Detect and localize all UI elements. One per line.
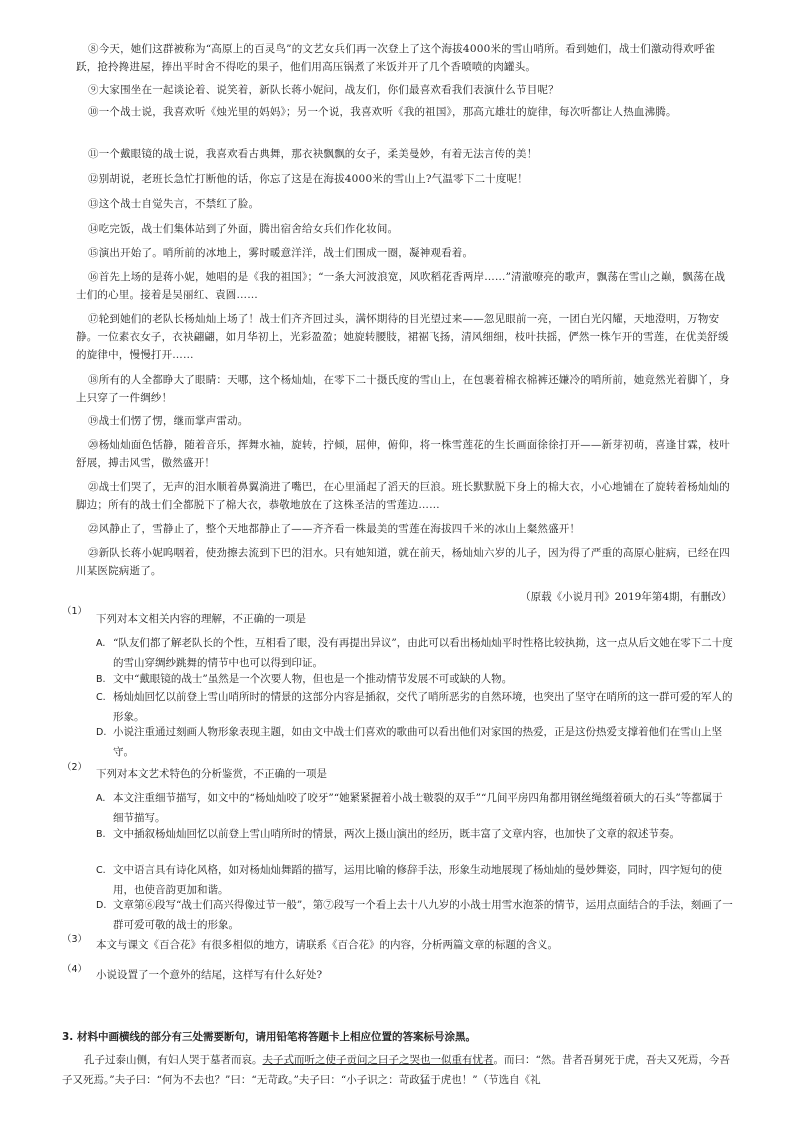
option-letter: D.	[96, 900, 107, 911]
option-b[interactable]	[96, 825, 733, 845]
question-number: （2）	[62, 762, 88, 773]
paragraph-11: ⑪一个戴眼镜的战士说，我喜欢看古典舞，那衣袂飘飘的女子，柔美曼妙，有着无法言传的美！	[88, 148, 538, 160]
paragraph-8: ⑧今天，她们这群被称为“高原上的百灵鸟”的文艺女兵们再一次登上了这个海拔4000米的雪山哨所。看到她们，战士们激动得欢呼雀跃，抢拎搀进屋，捧出平时舍不得吃的果子，他们用高压锅煮了米饭并开了几个香喷喷的肉罐头。	[76, 43, 716, 73]
question-number: （3）	[62, 934, 88, 945]
paragraph-12: ⑫别胡说，老班长急忙打断他的话，你忘了这是在海拔4000米的雪山上?气温零下二十度呢！	[88, 173, 528, 185]
underlined-passage: 夫子式而听之使子贡问之曰子之哭也一似重有忧者	[262, 1054, 494, 1066]
section-3-heading: 3. 材料中画横线的部分有三处需要断句，请用铅笔将答题卡上相应位置的答案标号涂黑。	[62, 1031, 476, 1043]
option-d[interactable]	[96, 896, 733, 934]
question-stem: 下列对本文相关内容的理解，不正确的一项是	[96, 613, 306, 625]
paragraph-19: ⑲战士们愣了愣，继而掌声雷动。	[88, 415, 249, 427]
question-number: （1）	[62, 606, 88, 617]
option-letter: B.	[96, 674, 106, 685]
paragraph-21: ㉑战士们哭了，无声的泪水顺着鼻翼淌进了嘴巴，在心里涌起了滔天的巨浪。班长默默脱下身上的棉大衣，小心地铺在了旋转着杨灿灿的脚边；所有的战士们全都脱下了棉大衣，恭敬地放在了这株圣洁的雪莲边……	[76, 481, 730, 511]
option-letter: C.	[96, 692, 106, 703]
option-text: 杨灿灿回忆以前登上雪山哨所时的情景的这部分内容是插叙，交代了哨所恶劣的自然环境，也突出了坚守在哨所的这一群可爱的军人的形象。	[113, 691, 733, 723]
option-c[interactable]	[96, 688, 733, 726]
option-text: 本文注重细节描写，如文中的“杨灿灿咬了咬牙”“她紧紧握着小战士皲裂的双手”“几间平房四角都用钢丝绳缀着硕大的石头”等都属于细节描写。	[113, 792, 723, 824]
option-d[interactable]	[96, 723, 733, 761]
paragraph-15: ⑮演出开始了。哨所前的冰地上，雾时暖意洋洋，战士们围成一圈，凝神观看着。	[88, 247, 474, 259]
paragraph-10: ⑩一个战士说，我喜欢听《烛光里的妈妈》；另一个说，我喜欢听《我的祖国》，那高亢雄壮的旋律，每次听都让人热血沸腾。	[88, 106, 677, 118]
option-text: 文中“戴眼镜的战士”虽然是一个次要人物，但也是一个推动情节发展不可或缺的人物。	[113, 673, 513, 685]
paragraph-20: ⑳杨灿灿面色恬静，随着音乐，挥舞水袖，旋转，拧倾，屈伸，俯仰，将一株雪莲花的生长画面徐徐打开——新芽初萌，喜逢甘霖，枝叶舒展，搏击风雪，傲然盛开！	[76, 439, 730, 469]
paragraph-18: ⑱所有的人全都睁大了眼睛：天哪，这个杨灿灿，在零下二十摄氏度的雪山上，在包裹着棉衣棉裤还嫌冷的哨所前，她竟然光着脚丫，身上只穿了一件绸纱！	[76, 374, 730, 404]
passage-text-after: 。而曰：“然。昔者吾舅死于虎，吾夫又死焉，今吾子又死焉。”夫子曰：“何为不去也？”曰：“无苛政。”夫子曰：“小子识之：苛政猛于虎也！”（节选自《礼	[62, 1054, 730, 1086]
classical-passage	[62, 1050, 732, 1090]
option-letter: B.	[96, 829, 106, 840]
option-a[interactable]	[96, 634, 733, 672]
paragraph-13: ⑬这个战士自觉失言，不禁红了脸。	[88, 198, 260, 210]
option-a[interactable]	[96, 789, 733, 827]
question-stem: 小说设置了一个意外的结尾，这样写有什么好处?	[96, 969, 323, 981]
option-text: 文中插叙杨灿灿回忆以前登上雪山哨所时的情景，两次上摄山演出的经历，既丰富了文章内容，也加快了文章的叙述节奏。	[113, 828, 680, 840]
option-letter: C.	[96, 865, 106, 876]
paragraph-16: ⑯首先上场的是蒋小妮，她唱的是《我的祖国》；“一条大河波浪宽，风吹稻花香两岸……”清澈嘹亮的歌声，飘荡在雪山之巅，飘荡在战士们的心里。接着是吴丽红、袁圆……	[76, 271, 726, 301]
question-stem: 下列对本文艺术特色的分析鉴赏，不正确的一项是	[96, 768, 327, 780]
paragraph-9: ⑨大家围坐在一起谈论着、说笑着，新队长蒋小妮问，战友们，你们最喜欢看我们表演什么节目呢？	[88, 84, 559, 96]
option-b[interactable]	[96, 670, 733, 690]
paragraph-17: ⑰轮到她们的老队长杨灿灿上场了！战士们齐齐回过头，满怀期待的目光望过来——忽见眼前一亮，一团白光闪耀，天地澄明，万物安静。一位素衣女子，衣袂翩翩，如月华初上，光彩盈盈；她旋转腰肢，裙裾飞扬，清风细细，枝叶扶摇，俨然一株乍开的雪莲，在优美舒缓的旋律中，慢慢打开……	[76, 313, 729, 361]
option-letter: A.	[96, 638, 106, 649]
question-number: （4）	[62, 964, 88, 975]
paragraph-22: ㉒风静止了，雪静止了，整个天地都静止了——齐齐看一株最美的雪莲在海拔四千米的冰山上粲然盛开！	[88, 523, 581, 535]
source-citation: （原载《小说月刊》2019年第4期，有删改）	[520, 591, 732, 603]
option-letter: A.	[96, 793, 106, 804]
option-c[interactable]	[96, 861, 733, 899]
option-letter: D.	[96, 727, 107, 738]
option-text: 文中语言具有诗化风格，如对杨灿灿舞蹈的描写，运用比喻的修辞手法，形象生动地展现了杨灿灿的曼妙舞姿，同时，四字短句的使用，也使音韵更加和谐。	[113, 864, 722, 896]
question-stem: 本文与课文《百合花》有很多相似的地方，请联系《百合花》的内容，分析两篇文章的标题的含义。	[96, 939, 558, 951]
paragraph-23: ㉓新队长蒋小妮呜咽着，使劲擦去流到下巴的泪水。只有她知道，就在前天，杨灿灿六岁的儿子，因为得了严重的高原心脏病，已经在四川某医院病逝了。	[76, 547, 730, 577]
option-text: 文章第⑥段写“战士们高兴得像过节一般”，第⑦段写一个看上去十八九岁的小战士用雪水泡茶的情节，运用点面结合的手法，刻画了一群可爱可敬的战士的形象。	[113, 899, 733, 931]
option-text: “队友们都了解老队长的个性，互相看了眼，没有再提出异议”，由此可以看出杨灿灿平时性格比较执拗，这一点从后文她在零下二十度的雪山穿绸纱跳舞的情节中也可以得到印证。	[113, 637, 733, 669]
passage-text-before: 孔子过泰山侧，有妇人哭于墓者而哀。	[84, 1054, 263, 1066]
paragraph-14: ⑭吃完饭，战士们集体站到了外面，腾出宿舍给女兵们作化妆间。	[88, 223, 399, 235]
option-text: 小说注重通过刻画人物形象表现主题，如由文中战士们喜欢的歌曲可以看出他们对家国的热爱，正是这份热爱支撑着他们在雪山上坚守。	[113, 726, 722, 758]
